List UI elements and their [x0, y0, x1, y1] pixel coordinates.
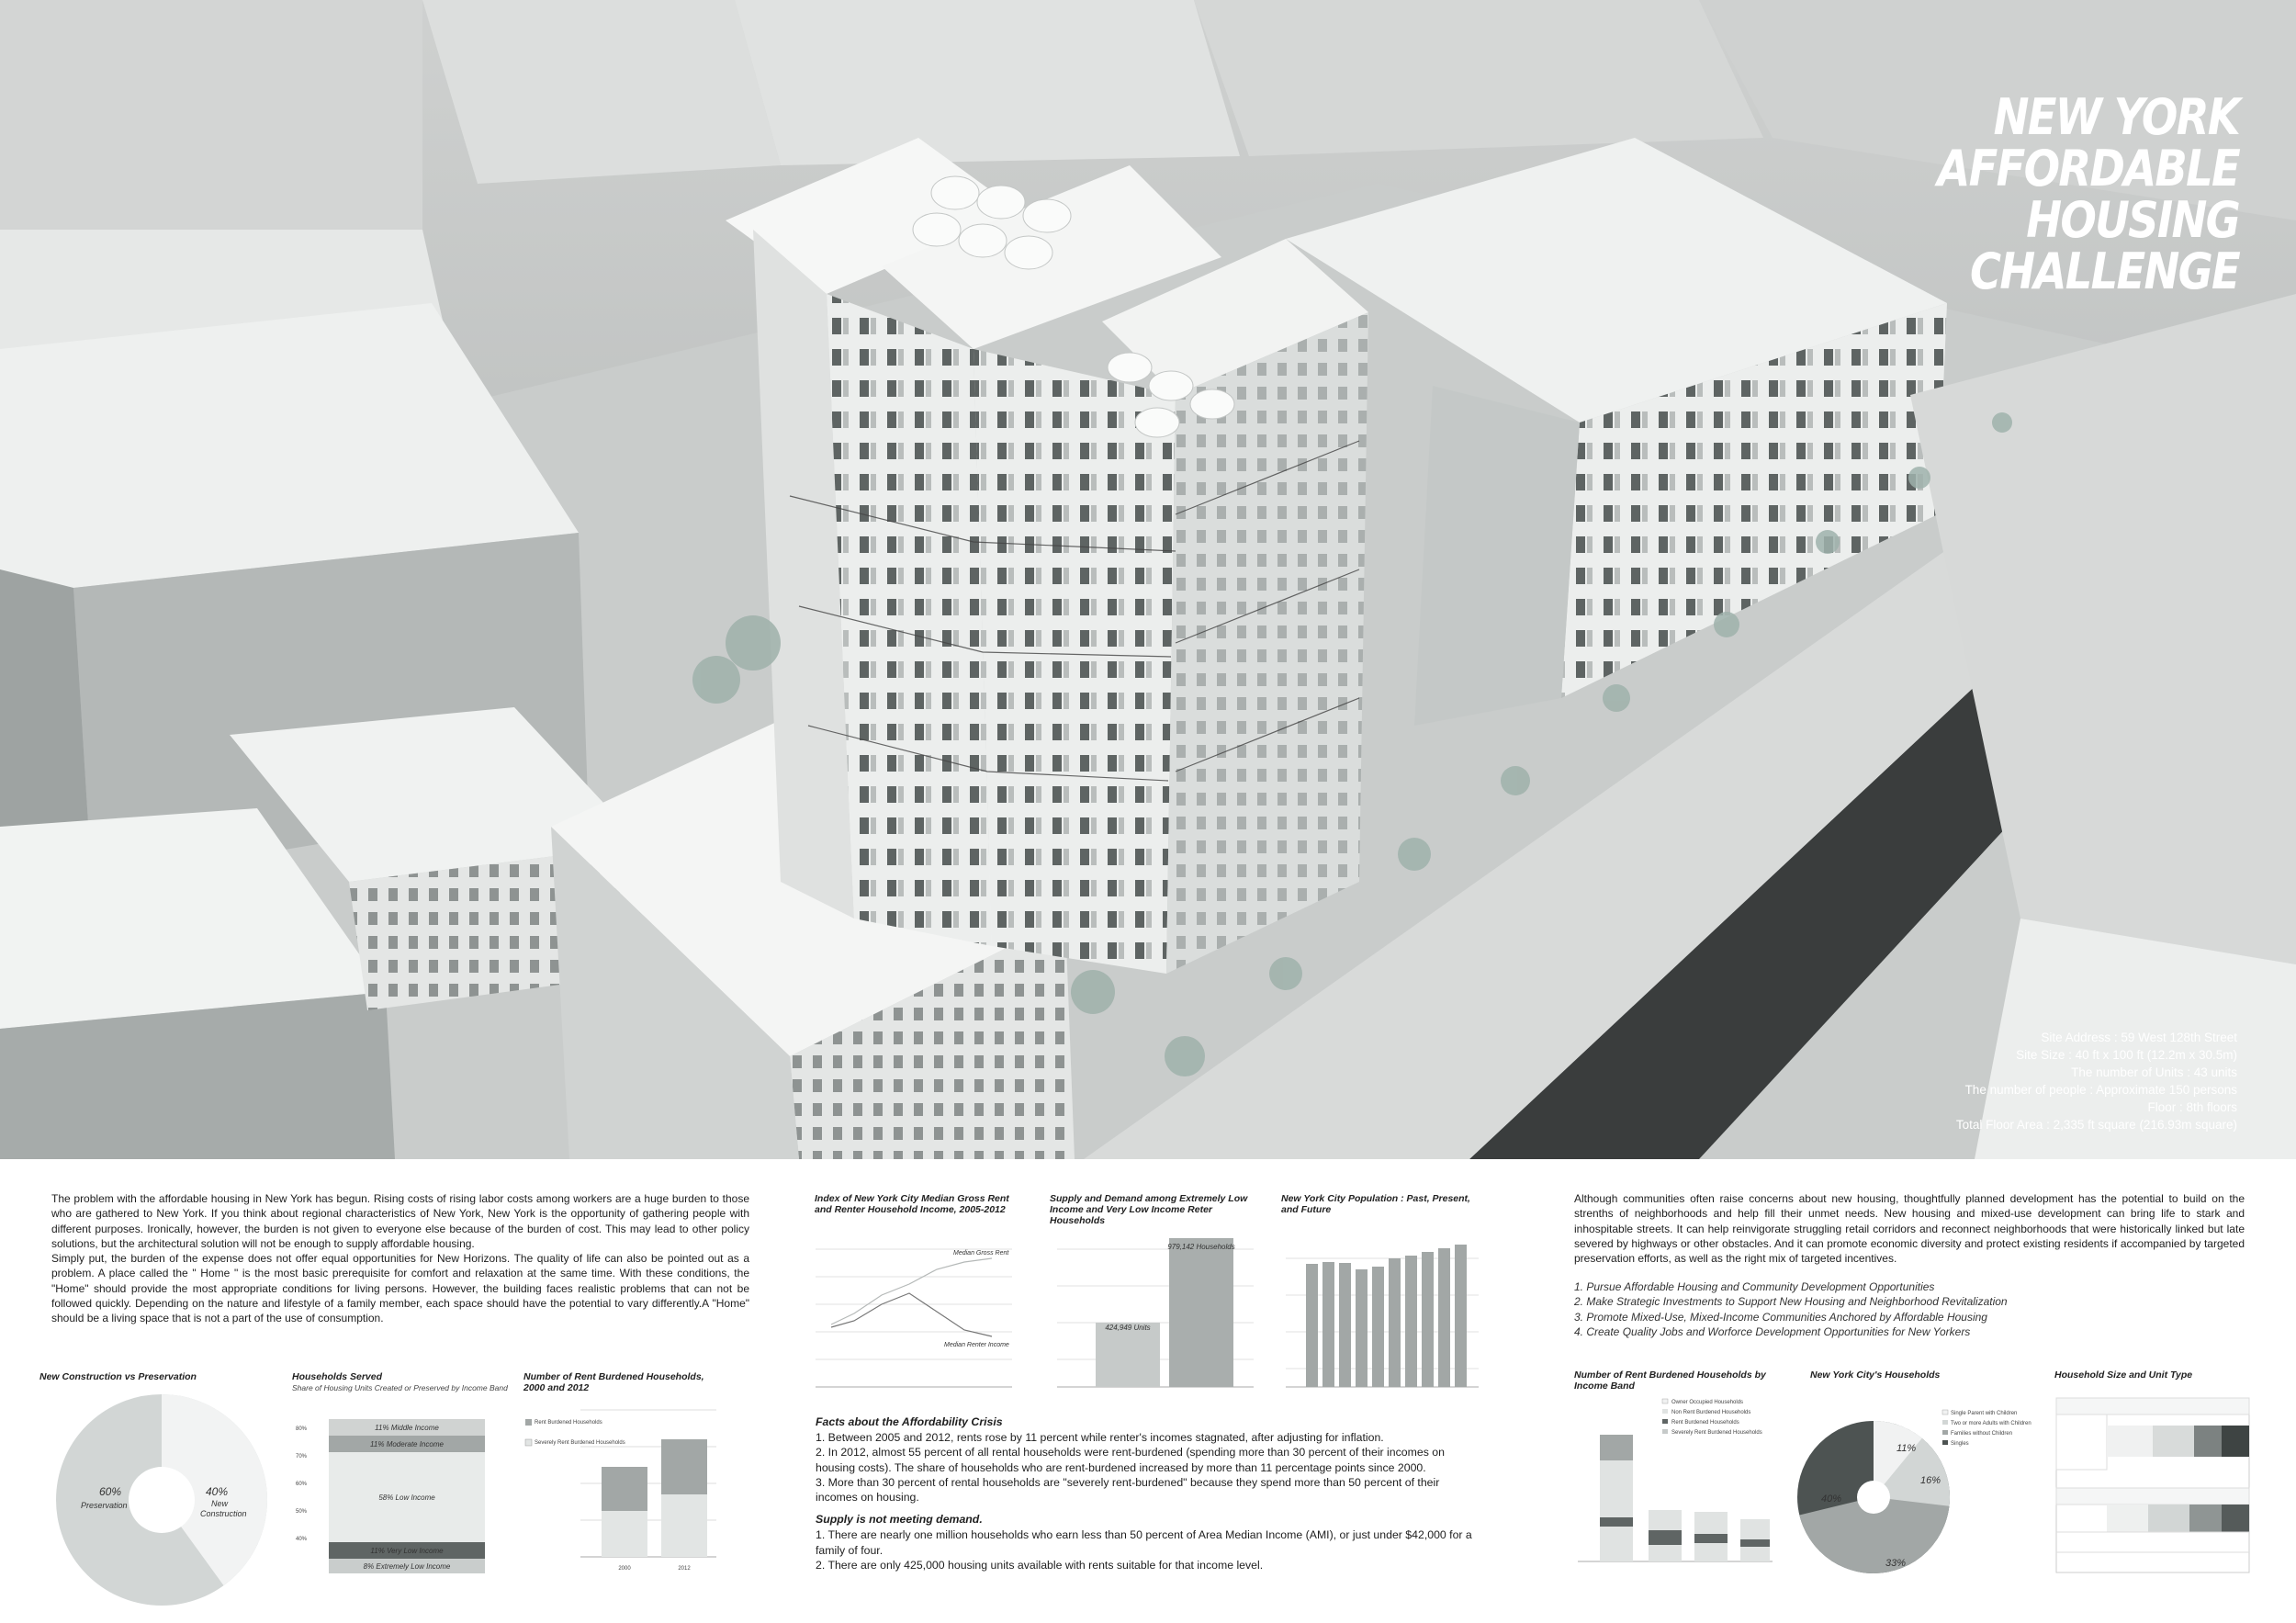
stacked-burdened-income — [1570, 1396, 1777, 1580]
chart-title-population: New York City Population : Past, Present, and Future — [1281, 1193, 1470, 1215]
chart-title-households-served: Households Served — [292, 1371, 383, 1382]
chart-title-nyc-households: New York City's Households — [1810, 1369, 1941, 1381]
title-line: AFFORDABLE — [1937, 140, 2239, 197]
title-line: HOUSING — [2026, 191, 2239, 249]
intro-text — [51, 1191, 749, 1326]
goal-item: 3. Promote Mixed-Use, Mixed-Income Communities Anchored by Affordable Housing — [1574, 1310, 1987, 1324]
label: New — [211, 1499, 229, 1508]
stacked-households-served — [292, 1401, 490, 1575]
bar-2012-severe — [661, 1494, 707, 1557]
bar-households — [1169, 1238, 1233, 1387]
chart-title-rent-burdened: Number of Rent Burdened Households, 2000 and 2012 — [523, 1371, 704, 1393]
tick: 80% — [296, 1426, 308, 1432]
fact-item: 1. There are nearly one million households who earn less than 50 percent of Area Median Income (AMI), or just under $42,000 for a family of four. — [816, 1528, 1472, 1557]
slice-label: 16% — [1920, 1475, 1941, 1486]
goal-list — [1574, 1279, 2171, 1340]
series-label: Median Gross Rent — [953, 1250, 1009, 1257]
floor-count: Floor : 8th floors — [2147, 1100, 2237, 1114]
tick: 40% — [296, 1537, 308, 1542]
legend-label: Two or more Adults with Children — [1951, 1421, 2032, 1426]
unit-count: The number of Units : 43 units — [2071, 1065, 2237, 1079]
bar-population — [1278, 1222, 1480, 1396]
tick: 50% — [296, 1509, 308, 1515]
chart-subtitle: Share of Housing Units Created or Preserved by Income Band — [292, 1383, 508, 1392]
title-line: CHALLENGE — [1969, 242, 2239, 300]
year-label: 2000 — [618, 1566, 631, 1572]
legend-label: Owner Occupied Households — [1671, 1400, 1744, 1405]
bar-label: 424,949 Units — [1105, 1324, 1151, 1332]
fact-item: 3. More than 30 percent of rental households are "severely rent-burdened" because they spend more than 50 percent of their incomes on housing. — [816, 1475, 1440, 1505]
band-label: 58% Low Income — [378, 1493, 435, 1502]
chart-title-supply-demand: Supply and Demand among Extremely Low Income and Very Low Income Reter Households — [1050, 1193, 1248, 1226]
people-count: The number of people : Approximate 150 persons — [1964, 1083, 2237, 1097]
intro-paragraph-1: The problem with the affordable housing in New York has begun. Rising costs of rising labor costs among workers are a huge burden to those who are gathered to New York. If you think about regional characteristics of New York, New York is the opportunity of gathering people with different purposes. Ironically, however, the burden is not given to everyone else because of the burden of cost. This may lead to other policy solutions, but the architectural solution will not be enough to supply affordable housing. — [51, 1192, 749, 1250]
chart-title-new-vs-pres: New Construction vs Preservation — [39, 1371, 197, 1382]
legend-label: Severely Rent Burdened Households — [535, 1440, 625, 1446]
chart-title-index-rent: Index of New York City Median Gross Rent and Renter Household Income, 2005-2012 — [815, 1193, 1009, 1215]
housing-tower — [726, 138, 1368, 974]
slice-label: 11% — [1896, 1443, 1917, 1454]
label: Construction — [200, 1509, 247, 1518]
legend-label: Non Rent Burdened Households — [1671, 1410, 1751, 1415]
slice-label: 40% — [1821, 1493, 1842, 1505]
label: Preservation — [81, 1501, 128, 1510]
legend-label: Rent Burdened Households — [1671, 1420, 1739, 1426]
population-bars — [1306, 1245, 1467, 1387]
tick: 60% — [296, 1482, 308, 1487]
band-label: 8% Extremely Low Income — [363, 1562, 451, 1571]
label-pct: 60% — [99, 1485, 122, 1498]
floor-area: Total Floor Area : 2,335 ft square (216.93m square) — [1955, 1118, 2237, 1132]
series-label: Median Renter Income — [944, 1342, 1009, 1348]
bar-2012-burdened — [661, 1439, 707, 1494]
goal-item: 2. Make Strategic Investments to Support New Housing and Neighborhood Revitalization — [1574, 1295, 2008, 1309]
band-label: 11% Middle Income — [375, 1424, 439, 1432]
legend-label: Families without Children — [1951, 1431, 2013, 1437]
year-label: 2012 — [678, 1566, 691, 1572]
supply-heading: Supply is not meeting demand. — [816, 1513, 983, 1527]
site-info — [1686, 1029, 2237, 1133]
chart-title-burdened-income: Number of Rent Burdened Households by Income Band — [1574, 1369, 1766, 1392]
legend-swatch — [525, 1439, 532, 1446]
tick: 70% — [296, 1454, 308, 1460]
table-household-size — [2054, 1396, 2257, 1580]
site-address: Site Address : 59 West 128th Street — [2041, 1031, 2237, 1044]
legend-swatch — [525, 1419, 532, 1426]
line-index-rent — [808, 1222, 1015, 1396]
legend-label: Rent Burdened Households — [535, 1420, 602, 1426]
right-text: Although communities often raise concerns about new housing, thoughtfully planned development has the potential to build on the strenths of neighborhoods and help fill their unmet needs. New housing and mixed-use development can bring life to stark and inhospitable streets. It can help reinvigorate struggling retail corridors and reconnect neighborhoods that were historically linked but late severed by highways or other obstacles. And it can promote economic diversity and protect existing residents if accompanied by targeted preservation efforts, as well as the right mix of targeted incentives. — [1574, 1192, 2245, 1266]
bar-supply-demand — [1050, 1222, 1256, 1396]
donut-nyc-households — [1805, 1392, 2032, 1594]
bar-2000-severe — [602, 1511, 647, 1557]
label-pct: 40% — [206, 1485, 229, 1498]
legend-label: Severely Rent Burdened Households — [1671, 1430, 1762, 1436]
legend-label: Singles — [1951, 1441, 1969, 1447]
fact-item: 2. In 2012, almost 55 percent of all rental households were rent-burdened (spending more than 30 percent of their incomes on housing costs). The share of households who are rent-burdened increased by more than 11 percentage points since 2000. — [816, 1446, 1445, 1474]
bar-2000-burdened — [602, 1467, 647, 1511]
poster-title — [1844, 88, 2239, 300]
band-label: 11% Moderate Income — [370, 1440, 444, 1448]
legend-label: Single Parent with Children — [1951, 1411, 2018, 1416]
slice-label: 33% — [1885, 1558, 1907, 1569]
facts-section — [816, 1414, 1477, 1572]
bar-units — [1096, 1323, 1160, 1387]
intro-paragraph-2: Simply put, the burden of the expense does not offer equal opportunities for New Horizons. The quality of life can also be pointed out as a problem. A place called the " Home " is the most basic prerequisite for comfort and relaxation at the same time. With these conditions, the "Home" should provide the most appropriate conditions for living persons. However, the building faces realistic problems that can not be followed quickly. Depending on the nature and lifestyle of a family member, each space should have the potential to vary differently.A "Home" should be a living space that is not a part of the use of consumption. — [51, 1252, 749, 1325]
bar-label: 979,142 Households — [1167, 1243, 1235, 1251]
fact-item: 1. Between 2005 and 2012, rents rose by 11 percent while renter's incomes stagnated, after adjusting for inflation. — [816, 1431, 1384, 1445]
band-label: 11% Very Low Income — [370, 1547, 444, 1555]
title-line: NEW YORK — [1993, 88, 2239, 146]
bar-rent-burdened — [523, 1401, 726, 1584]
series-gross-rent — [831, 1258, 992, 1324]
series-renter-income — [831, 1293, 992, 1336]
facts-heading: Facts about the Affordability Crisis — [816, 1415, 1003, 1428]
donut-new-vs-pres — [53, 1392, 274, 1603]
site-size: Site Size : 40 ft x 100 ft (12.2m x 30.5m) — [2016, 1048, 2237, 1062]
goal-item: 4. Create Quality Jobs and Worforce Development Opportunities for New Yorkers — [1574, 1325, 1971, 1339]
chart-title-household-size: Household Size and Unit Type — [2054, 1369, 2193, 1381]
fact-item: 2. There are only 425,000 housing units available with rents suitable for that income level. — [816, 1558, 1264, 1572]
goal-item: 1. Pursue Affordable Housing and Community Development Opportunities — [1574, 1280, 1935, 1293]
